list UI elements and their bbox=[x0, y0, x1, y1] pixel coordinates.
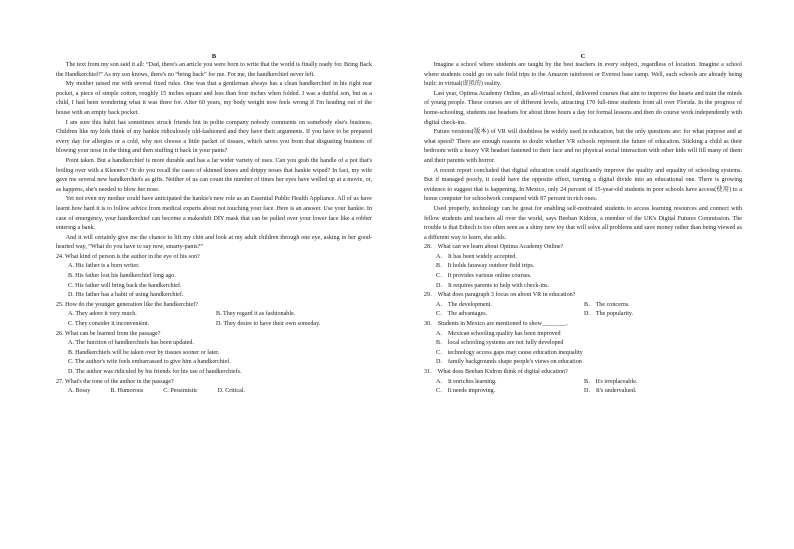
question-30-option-a: A． Mexican schooling quality has been improved bbox=[436, 330, 561, 337]
passage-b-paragraph-1: The text from my son said it all: “Dad, there's an article you were born to write that the world is finally ready for. Bring Back the Handkerchief!” As my son knows, there's no “bring back” for me. For me, the handkerchief never left. bbox=[56, 62, 372, 78]
passage-b-paragraph-3: I am sure this habit has sometimes struck friends but in polite company nobody comments on somebody else's business. Children like my kids think of my hankie ridiculously old-fashioned and they have their arguments. If you have to be prepared every day for allergies or a cold, why not choose a little packet of tissues, which saves you from that disgusting business of blowing your nose in the thing and then stuffing it back in your pants? bbox=[56, 119, 372, 155]
question-28-option-d: D． It requires parents to help with check-ins. bbox=[436, 282, 550, 289]
passage-b-paragraph-4: Point taken. But a handkerchief is more durable and has a far wider variety of uses. Can you grab the handle of a pot that's boiling over with a Kleenex? Or do you recall the cases of skinned knees and drippy noses that hankie wiped? In fact, my wife gave me several new handkerchiefs as gifts. Neither of us can count the number of times her eyes have welled up at a movie, or, as happens, she's needed to blow her nose. bbox=[56, 157, 372, 193]
question-25-options-row-2 bbox=[56, 320, 372, 330]
question-31-option-d: D． It's undervalued. bbox=[584, 388, 637, 395]
passage-b-paragraph-2: My mother raised me with several fixed rules. One was that a gentleman always has a clean handkerchief in his right rear pocket, a piece of simple cotton, roughly 15 inches square and less than four inches when folded. I was a dutiful son, but as a child, I had been wondering what it was there for. After 60 years, my body weight now feels wrong if I'm heading out of the house with an empty back pocket. bbox=[56, 81, 372, 116]
question-25-option-d: D. They desire to have their own someday. bbox=[216, 321, 321, 328]
question-28-option-b: B． It holds faraway outdoor field trips. bbox=[436, 263, 535, 270]
passage-b-paragraph-6: And it will certainly give me the chance to lift my chin and look at my adult children through one eye, asking in her good-hearted way, “What do you have to say now, smarty-pants?” bbox=[56, 234, 372, 251]
question-30-stem: 30． Students in Mexico are mentioned to show________. bbox=[424, 321, 568, 328]
question-29-option-b: B． The concerns. bbox=[584, 301, 630, 308]
question-28-option-c: C． It provides various online courses. bbox=[436, 273, 532, 280]
question-27-option-a: A. Bossy bbox=[68, 388, 91, 395]
question-26-option-c: C. The author's wife feels embarrassed to give him a handkerchief. bbox=[68, 359, 231, 366]
question-31-option-a: A． It enriches learning. bbox=[436, 378, 497, 385]
passage-b-column bbox=[56, 52, 372, 397]
passage-c-paragraph-2: Last year, Optima Academy Online, an all-virtual school, delivered courses that aim to improve the hearts and train the minds of young people. These courses are of different levels, attracting 170 full-time students from all over Florida. In the progress of home-schooling, students use headsets for about three hours a day for formal lessons and then do course work independently with digital check-ins. bbox=[424, 90, 742, 126]
passage-c-paragraph-4: A recent report concluded that digital education could significantly improve the quality and equality of schooling systems. But if managed poorly, it could have the opposite effect, turning a digital divide into an educational one. There is growing evidence to suggest that is happening. In Mexico, only 24 percent of 15-year-old students in poor schools have access(使用) to a home computer for schoolwork compared with 87 percent in rich ones. bbox=[424, 167, 742, 203]
question-24-option-d: D. His father has a habit of using handkerchief. bbox=[68, 292, 184, 299]
question-30-option-c: C． technology access gaps may cause education inequality bbox=[436, 349, 583, 356]
question-25-options-row-1 bbox=[56, 310, 372, 320]
question-24-option-a: A. His father is a born writer. bbox=[68, 263, 140, 270]
question-27-option-c: C. Pessimistic bbox=[163, 388, 198, 395]
passage-c-paragraph-3: Future versions(版本) of VR will doubtless be widely used in education, but the only questions are: for what purpose and at what speed? There are enough reasons to doubt whether VR schools represent the future of education. Sticking a child as their bedroom with a heavy VR headset fastened to their face and no physical social interaction with other kids will fill many of them and their parents with horror. bbox=[424, 129, 742, 164]
question-26-option-b: B. Handkerchiefs will be taken over by tissues sooner or later. bbox=[68, 349, 220, 356]
question-31-option-b: B． It's irreplaceable. bbox=[584, 378, 638, 385]
question-31-stem: 31． What does Beeban Kidron think of digital education? bbox=[424, 369, 568, 375]
section-label-c: C bbox=[580, 53, 586, 60]
question-31-options-row-2 bbox=[424, 387, 742, 397]
question-29-options-row-2 bbox=[424, 310, 742, 320]
question-24-option-b: B. His father lost his handkerchief long ago. bbox=[68, 273, 176, 280]
question-25-option-b: B. They regard it as fashionable. bbox=[216, 311, 296, 318]
question-24-option-c: C. His father will bring back the handkerchief. bbox=[68, 282, 182, 289]
question-27-stem: 27. What's the tone of the author in the passage? bbox=[56, 378, 174, 385]
question-29-option-c: C． The advantages. bbox=[436, 311, 488, 318]
question-30-option-b: B． local schooling systems are not fully developed bbox=[436, 340, 564, 347]
question-31-option-c: C． It needs improving. bbox=[436, 388, 496, 395]
question-27-options-row bbox=[56, 387, 372, 397]
question-29-option-a: A． The development. bbox=[436, 301, 492, 308]
question-26-stem: 26. What can be learned from the passage? bbox=[56, 330, 161, 337]
passage-c-paragraph-1: Imagine a school where students are taught by the best teachers in every subject, regardless of location. Imagine a school where students could go on safe field trips to the Amazon rainforest or Everest base camp. Well, such schools are already being built: in virtual(虚拟的) reality. bbox=[424, 62, 742, 88]
section-label-b: B bbox=[211, 53, 217, 60]
passage-c-column bbox=[424, 52, 742, 397]
question-29-option-d: D． The popularity. bbox=[584, 311, 634, 318]
question-28-stem: 28． What can we learn about Optima Academy Online? bbox=[424, 244, 564, 251]
question-27-option-b: B. Humorous bbox=[110, 388, 144, 395]
question-29-stem: 29． What does paragraph 3 focus on about VR in education? bbox=[424, 292, 576, 299]
question-25-option-c: C. They consider it inconvenient. bbox=[68, 321, 150, 328]
passage-b-paragraph-5: Yet not even my mother could have anticipated the hankie's new role as an Essential Public Health Appliance. All of us have learnt how hard it is to follow advice from medical experts about not touching your face. Here is an answer. Use your hankie. In case of emergency, your handkerchief can become a makeshift DIY mask that can be pulled over your lower face like a robber entering a bank. bbox=[56, 196, 372, 232]
question-24-stem: 24. What kind of person is the author in the eye of his son? bbox=[56, 253, 200, 260]
passage-c-paragraph-5: Used properly, technology can be great for enabling self-motivated students to access learning resources and connect with fellow students and teachers all over the world, says Beeban Kidron, a member of the UK's Digital Futures Commission. The trouble is that Edtech is too often seen as a shiny new toy that will solve all problems and save money rather than being viewed as a different way to learn, she adds. bbox=[424, 205, 742, 241]
question-28-option-a: A． It has been widely accepted. bbox=[436, 253, 517, 260]
question-31-options-row-1 bbox=[424, 378, 742, 388]
question-26-option-d: D. The author was ridiculed by his friends for his use of handkerchiefs. bbox=[68, 369, 242, 375]
question-26-option-a: A. The function of handkerchiefs has been updated. bbox=[68, 340, 194, 347]
question-27-option-d: D. Critical. bbox=[217, 388, 245, 395]
question-25-stem: 25. How do the younger generation like the handkerchief? bbox=[56, 301, 198, 308]
question-30-option-d: D． family backgrounds shape people's views on education bbox=[436, 359, 582, 366]
question-29-options-row-1 bbox=[424, 301, 742, 311]
question-25-option-a: A. They adore it very much. bbox=[68, 311, 137, 318]
